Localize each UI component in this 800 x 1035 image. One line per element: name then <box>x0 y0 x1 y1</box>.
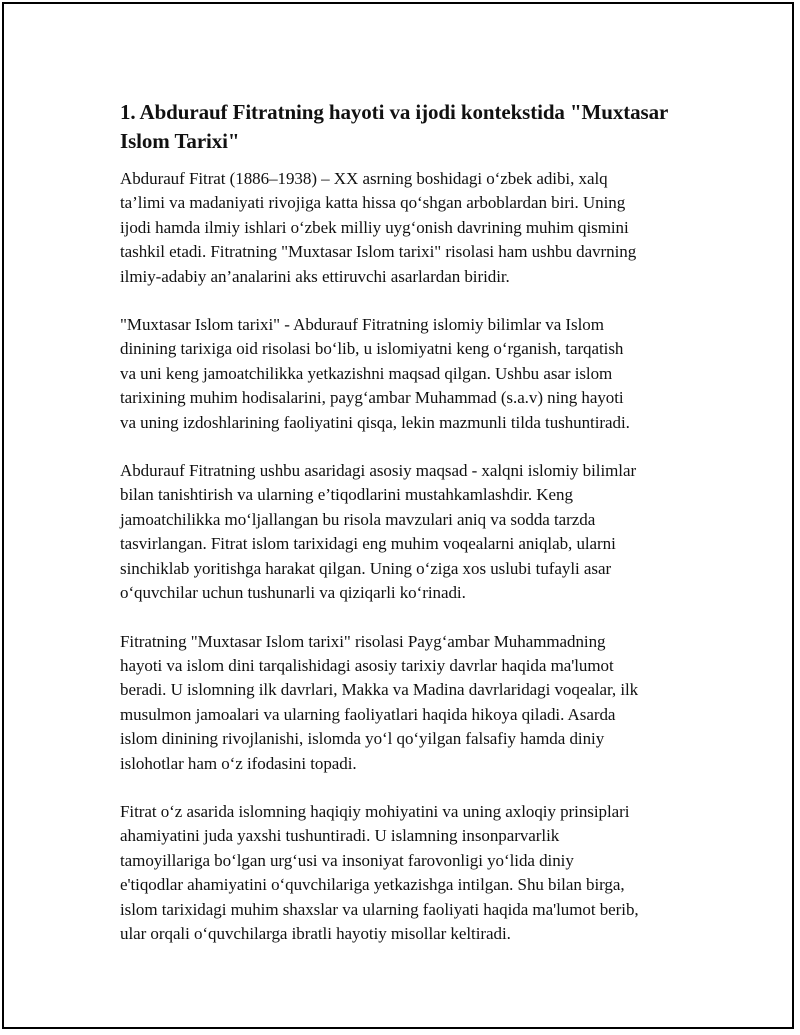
text-line: va uning izdoshlarining faoliyatini qisqa, lekin mazmunli tilda tushuntiradi. <box>120 412 630 432</box>
text-line: islohotlar ham o‘z ifodasini topadi. <box>120 753 357 773</box>
text-line: islom tarixidagi muhim shaxslar va ularning faoliyati haqida ma'lumot berib, <box>120 899 639 919</box>
text-line: bilan tanishtirish va ularning e’tiqodlarini mustahkamlashdir. Keng <box>120 485 573 505</box>
text-line: Fitratning "Muxtasar Islom tarixi" risolasi Payg‘ambar Muhammadning <box>120 631 606 651</box>
paragraph-moral-principles <box>120 800 700 946</box>
text-line: ular orqali o‘quvchilarga ibratli hayotiy misollar keltiradi. <box>120 923 511 943</box>
text-line: tamoyillariga bo‘lgan urg‘usi va insoniyat farovonligi yo‘lida diniy <box>120 850 574 870</box>
text-line: hayoti va islom dini tarqalishidagi asosiy tarixiy davrlar haqida ma'lumot <box>120 655 614 675</box>
text-line: o‘quvchilar uchun tushunarli va qiziqarli ko‘rinadi. <box>120 583 466 603</box>
text-line: tasvirlangan. Fitrat islom tarixidagi eng muhim voqealarni aniqlab, ularni <box>120 534 616 554</box>
text-line: ijodi hamda ilmiy ishlari o‘zbek milliy uyg‘onish davrining muhim qismini <box>120 217 629 237</box>
text-line: islom dinining rivojlanishi, islomda yo‘l qo‘yilgan falsafiy hamda diniy <box>120 729 605 749</box>
text-line: ta’limi va madaniyati rivojiga katta hissa qo‘shgan arboblardan biri. Uning <box>120 193 626 213</box>
text-line: Abdurauf Fitrat (1886–1938) – XX asrning boshidagi o‘zbek adibi, xalq <box>120 169 608 188</box>
document-body <box>120 98 700 970</box>
text-line: dinining tarixiga oid risolasi bo‘lib, u islomiyatni keng o‘rganish, tarqatish <box>120 339 624 359</box>
text-line: musulmon jamoalari va ularning faoliyatlari haqida hikoya qiladi. Asarda <box>120 704 616 724</box>
text-line: tarixining muhim hodisalarini, payg‘ambar Muhammad (s.a.v) ning hayoti <box>120 388 624 408</box>
text-line: Fitrat o‘z asarida islomning haqiqiy mohiyatini va uning axloqiy prinsiplari <box>120 801 630 821</box>
text-line: beradi. U islomning ilk davrlari, Makka va Madina davrlaridagi voqealar, ilk <box>120 680 639 700</box>
text-line: ahamiyatini juda yaxshi tushuntiradi. U islamning insonparvarlik <box>120 826 560 846</box>
text-line: e'tiqodlar ahamiyatini o‘quvchilariga yetkazishga intilgan. Shu bilan birga, <box>120 875 625 895</box>
text-line: va uni keng jamoatchilikka yetkazishni maqsad qilgan. Ushbu asar islom <box>120 363 613 383</box>
paragraph-main-goal <box>120 459 700 605</box>
paragraph-history-periods <box>120 630 700 776</box>
text-line: ilmiy-adabiy an’analarini aks ettiruvchi asarlardan biridir. <box>120 266 510 286</box>
text-line: "Muxtasar Islom tarixi" - Abdurauf Fitratning islomiy bilimlar va Islom <box>120 315 604 335</box>
title-line: Islom Tarixi" <box>120 129 240 153</box>
text-line: tashkil etadi. Fitratning "Muxtasar Islom tarixi" risolasi ham ushbu davrning <box>120 242 637 262</box>
title-line: 1. Abdurauf Fitratning hayoti va ijodi kontekstida "Muxtasar <box>120 100 669 124</box>
section-title <box>120 98 700 156</box>
text-line: jamoatchilikka mo‘ljallangan bu risola mavzulari aniq va sodda tarzda <box>120 509 596 529</box>
document-page <box>2 2 794 1029</box>
text-line: Abdurauf Fitratning ushbu asaridagi asosiy maqsad - xalqni islomiy bilimlar <box>120 461 637 481</box>
text-line: sinchiklab yoritishga harakat qilgan. Uning o‘ziga xos uslubi tufayli asar <box>120 558 612 578</box>
paragraph-intro <box>120 167 700 289</box>
paragraph-about-book <box>120 313 700 435</box>
